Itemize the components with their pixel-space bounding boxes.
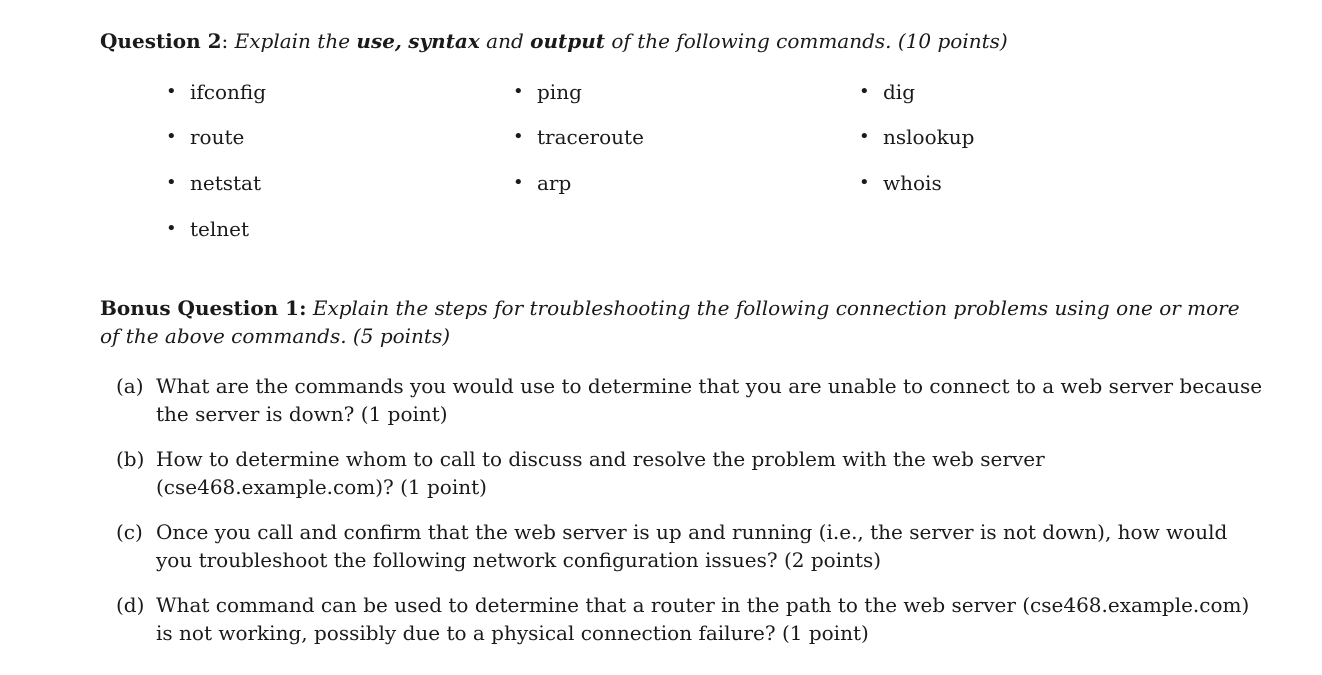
instr-output: output bbox=[530, 29, 606, 53]
bullet-icon: • bbox=[859, 81, 870, 102]
command-item bbox=[166, 171, 262, 195]
command-item bbox=[513, 125, 644, 149]
instr-rest: of the following commands. (10 points) bbox=[605, 29, 1008, 53]
command-item bbox=[166, 80, 267, 104]
item-text: Once you call and confirm that the web server is up and running (i.e., the server is not down), how would you troubleshoot the following network configuration issues? (2 points) bbox=[156, 520, 1228, 572]
question-2-instruction bbox=[235, 29, 1008, 53]
item-text: What command can be used to determine that a router in the path to the web server (cse468.example.com) is not working, possibly due to a physical connection failure? (1 point) bbox=[156, 593, 1250, 645]
command-item bbox=[513, 171, 572, 195]
item-label: (c) bbox=[116, 520, 143, 544]
command-item bbox=[166, 217, 250, 241]
bullet-icon: • bbox=[166, 172, 177, 193]
bullet-icon: • bbox=[513, 172, 524, 193]
bullet-icon: • bbox=[859, 126, 870, 147]
bonus-question-instruction: Explain the steps for troubleshooting the following connection problems using one or more of the above commands. (5 points) bbox=[100, 296, 1240, 348]
command-item bbox=[513, 80, 582, 104]
item-text: How to determine whom to call to discuss and resolve the problem with the web server (cse468.example.com)? (1 point) bbox=[156, 447, 1045, 499]
bullet-icon: • bbox=[166, 81, 177, 102]
instr-use: use, bbox=[356, 29, 402, 53]
bullet-icon: • bbox=[513, 81, 524, 102]
item-label: (a) bbox=[116, 374, 144, 398]
command-arp: arp bbox=[537, 171, 572, 195]
command-item bbox=[859, 171, 942, 195]
command-telnet: telnet bbox=[190, 217, 250, 241]
question-2-label: Question 2 bbox=[100, 29, 222, 53]
bonus-item-c bbox=[116, 518, 1266, 574]
item-label: (b) bbox=[116, 447, 145, 471]
bonus-question-heading bbox=[100, 294, 1260, 350]
item-label: (d) bbox=[116, 593, 145, 617]
instr-part-a: Explain the bbox=[234, 29, 357, 53]
command-whois: whois bbox=[883, 171, 942, 195]
bullet-icon: • bbox=[859, 172, 870, 193]
item-text: What are the commands you would use to determine that you are unable to connect to a web server because the server is down? (1 point) bbox=[156, 374, 1263, 426]
instr-and: and bbox=[479, 29, 531, 53]
bonus-item-a bbox=[116, 372, 1266, 428]
bullet-icon: • bbox=[166, 218, 177, 239]
instr-syntax: syntax bbox=[408, 29, 480, 53]
command-ping: ping bbox=[537, 80, 582, 104]
bonus-item-d bbox=[116, 591, 1266, 647]
command-item bbox=[859, 80, 916, 104]
bonus-item-b bbox=[116, 445, 1266, 501]
command-item bbox=[859, 125, 975, 149]
command-item bbox=[166, 125, 245, 149]
command-nslookup: nslookup bbox=[883, 125, 975, 149]
bullet-icon: • bbox=[513, 126, 524, 147]
question-2-heading bbox=[100, 27, 1008, 55]
question-2-colon: : bbox=[221, 29, 235, 53]
command-route: route bbox=[190, 125, 245, 149]
bullet-icon: • bbox=[166, 126, 177, 147]
command-traceroute: traceroute bbox=[537, 125, 644, 149]
command-ifconfig: ifconfig bbox=[190, 80, 267, 104]
command-dig: dig bbox=[883, 80, 916, 104]
bonus-question-label: Bonus Question 1: bbox=[100, 296, 307, 320]
command-netstat: netstat bbox=[190, 171, 262, 195]
